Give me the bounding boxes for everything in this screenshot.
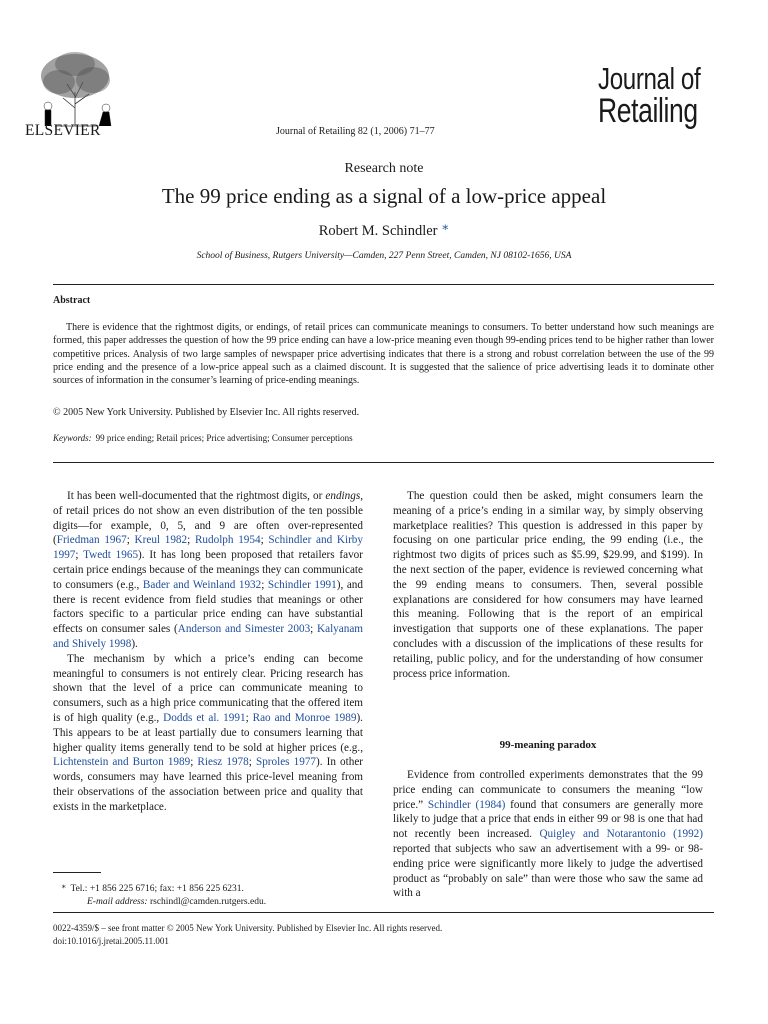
front-matter-rule: [53, 912, 714, 913]
author-footnote: [53, 881, 266, 908]
paragraph: It has been well-documented that the rightmost digits, or endings, of retail prices do not show an even distribution of the ten possible digits—for example, 0, 5, and 9 are often over-represented (Friedman 1967; Kreul 1982; Rudolph 1954; Schindler and Kirby 1997; Twedt 1965). It has long been proposed that retailers favor certain price endings because of the meanings they can communicate to consumers (e.g., Bader and Weinland 1932; Schindler 1991), and there is recent evidence from field studies that meanings or other factors specific to a particular price ending can have substantial effects on consumer sales (Anderson and Simester 2003; Kalyanam and Shively 1998).: [53, 490, 364, 650]
section-heading: 99-meaning paradox: [499, 739, 597, 751]
publisher-name: ELSEVIER: [25, 122, 101, 139]
citation-link[interactable]: Quigley and Notarantonio (1992): [539, 828, 703, 841]
right-column-section: [393, 768, 703, 901]
abstract-top-rule: [53, 284, 714, 285]
abstract-heading: Abstract: [53, 295, 91, 306]
citation-link[interactable]: Bader and Weinland 1932: [142, 578, 262, 591]
author-footnote-link[interactable]: ∗: [441, 220, 450, 234]
front-matter: [53, 922, 442, 948]
paragraph: Evidence from controlled experiments demonstrates that the 99 price ending can communicate to consumers the meaning “low price.” Schindler (1984) found that consumers are generally more likely to judge that a price that ends in either 99 or 98 is one that had not recently been increased. Quigley and Notarantonio (1992) reported that subjects who saw an advertisement with a 99- or 98-ending price were significantly more likely to judge the advertised product as “probably on sale” than were those who saw the same ad with a: [393, 769, 704, 900]
left-column: [53, 489, 363, 815]
abstract-body: [53, 321, 714, 387]
issn-line: 0022-4359/$ – see front matter © 2005 New York University. Published by Elsevier Inc. All rights reserved.: [53, 923, 443, 933]
citation-link[interactable]: Anderson and Simester 2003: [177, 623, 311, 636]
email-address[interactable]: rschindl@camden.rutgers.edu.: [149, 896, 267, 907]
footnote-rule: [53, 872, 101, 873]
citation-link[interactable]: Rudolph 1954: [194, 534, 261, 547]
footnote-mark: ∗: [61, 882, 67, 891]
citation-link[interactable]: Sproles 1977: [255, 756, 317, 769]
elsevier-tree-logo: [25, 48, 127, 132]
citation-link[interactable]: Schindler and Kirby 1997: [53, 534, 363, 562]
author-affiliation: School of Business, Rutgers University—Camden, 227 Penn Street, Camden, NJ 08102-1656, USA: [196, 251, 572, 261]
footnote-contact-line: [53, 881, 266, 896]
citation-link[interactable]: Rao and Monroe 1989: [252, 711, 357, 724]
citation-link[interactable]: Twedt 1965: [83, 549, 139, 562]
section-type: Research note: [344, 161, 424, 176]
abstract-text: There is evidence that the rightmost digits, or endings, of retail prices can communicate meanings to consumers. To better understand how such meanings are formed, this paper addresses the question of how the 99 price ending can have a low-price meaning even though 99-ending prices tend to be higher rather than lower competitive prices. Analysis of two large samples of newspaper price advertising indicates that there is a strong and robust correlation between the use of the 99 price ending and the presence of a low-price appeal such as a claimed discount. It is suggested that the salience of price advertising leads it to dominate other sources of information in the consumer’s learning of price-ending meanings.: [53, 322, 714, 387]
author-line: [0, 220, 768, 240]
right-column-intro: [393, 489, 703, 681]
author-name: Robert M. Schindler: [318, 223, 438, 239]
journal-citation: Journal of Retailing 82 (1, 2006) 71–77: [276, 126, 435, 137]
citation-link[interactable]: Kreul 1982: [134, 534, 188, 547]
abstract-bottom-rule: [53, 462, 714, 463]
footnote-contact: Tel.: +1 856 225 6716; fax: +1 856 225 6231.: [70, 884, 244, 894]
journal-name: [598, 61, 707, 130]
citation-link[interactable]: Lichtenstein and Burton 1989: [53, 756, 191, 769]
journal-name-line2: Retailing: [598, 92, 698, 130]
citation-link[interactable]: Riesz 1978: [197, 756, 249, 769]
article-title: The 99 price ending as a signal of a low-price appeal: [161, 184, 607, 208]
doi-link[interactable]: doi:10.1016/j.jretai.2005.11.001: [53, 936, 169, 946]
citation-link[interactable]: Friedman 1967: [56, 534, 127, 547]
citation-link[interactable]: Schindler 1991: [267, 578, 337, 591]
footnote-email-line: [53, 896, 266, 909]
citation-link[interactable]: Dodds et al. 1991: [163, 711, 246, 724]
journal-name-line1: Journal of: [598, 61, 701, 96]
emphasis-text: endings: [325, 490, 361, 502]
abstract-copyright: © 2005 New York University. Published by Elsevier Inc. All rights reserved.: [53, 407, 360, 418]
paragraph: The mechanism by which a price’s ending can become meaningful to consumers is not entirely clear. Pricing research has shown that the level of a price can communicate meaning to consumers, such as a high price communicating that the offered item is of high quality (e.g., Dodds et al. 1991; Rao and Monroe 1989). This appears to be at least partially due to consumers learning that higher quality items generally tend to be sold at higher prices (e.g., Lichtenstein and Burton 1989; Riesz 1978; Sproles 1977). In other words, consumers may have learned this price-level meaning from their observations of the association between price and quality that exists in the marketplace.: [53, 652, 364, 813]
keywords: [53, 433, 353, 443]
keywords-label: Keywords:: [53, 433, 92, 443]
keywords-list: 99 price ending; Retail prices; Price advertising; Consumer perceptions: [95, 433, 353, 443]
citation-link[interactable]: Schindler (1984): [427, 798, 506, 811]
email-label: E-mail address:: [87, 896, 148, 907]
citation-link[interactable]: Kalyanam and Shively 1998: [53, 623, 364, 650]
paragraph: The question could then be asked, might consumers learn the meaning of a price’s ending in a similar way, by simply observing marketplace realities? This question is addressed in this paper by focusing on one particular price ending, the 99 ending (i.e., the rightmost two digits of prices such as $5.99, $29.99, and $199). In the next section of the paper, evidence is reviewed concerning what the 99 ending means to consumers. Then, several possible explanations are considered for how consumers may have learned this meaning. Following that is the report of an empirical investigation that supports one of these explanations. The paper concludes with a discussion of the implications of these results for retailing, public policy, and for the understanding of how consumer process price information.: [393, 490, 703, 680]
